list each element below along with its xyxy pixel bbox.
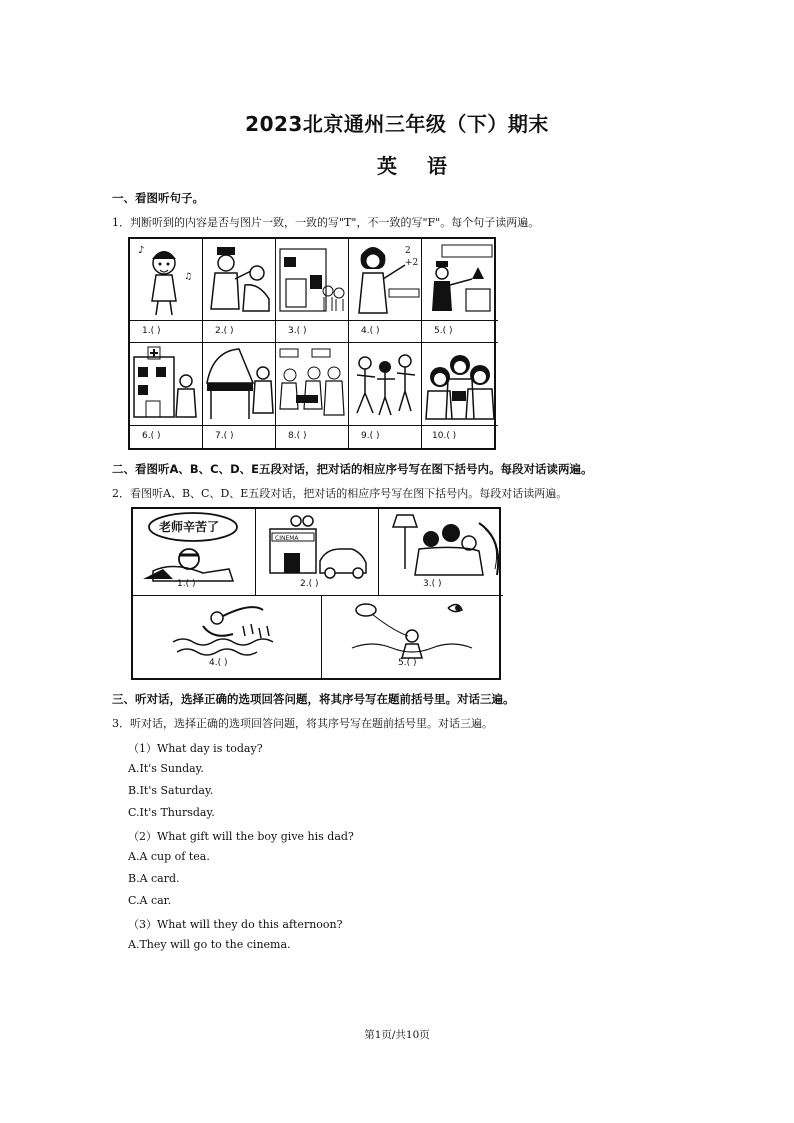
question-3-2: （2）What gift will the boy give his dad? <box>128 830 354 843</box>
page-number: 第1页/共10页 <box>364 1029 430 1041</box>
section2-question: 2．看图听A、B、C、D、E五段对话，把对话的相应序号写在图下括号内。每段对话读两遍。 <box>112 487 568 500</box>
svg-text:♪: ♪ <box>138 245 145 256</box>
pic-cell-5 <box>422 239 498 321</box>
label-cell-3 <box>276 321 349 343</box>
label-cell-4 <box>349 321 422 343</box>
svg-text:+2: +2 <box>405 258 419 268</box>
option-3-3-a: A.They will go to the cinema. <box>128 938 291 951</box>
subject-title: 英语 <box>377 154 477 178</box>
svg-text:♫: ♫ <box>184 272 193 282</box>
label-cell-9 <box>349 426 422 448</box>
picture-grid-2 <box>131 507 501 680</box>
pic2-cell-3 <box>379 509 503 596</box>
answer-label-5: 5.( ) <box>434 326 453 336</box>
section3-heading: 三、听对话，选择正确的选项回答问题，将其序号写在题前括号里。对话三遍。 <box>112 692 515 706</box>
pic-cell-9 <box>349 343 422 426</box>
answer2-label-1: 1.( ) <box>177 579 196 589</box>
section3-question: 3．听对话，选择正确的选项回答问题，将其序号写在题前括号里。对话三遍。 <box>112 717 493 730</box>
label-cell-1 <box>130 321 203 343</box>
option-3-2-c: C.A car. <box>128 894 172 907</box>
answer2-label-3: 3.( ) <box>423 579 442 589</box>
answer-label-8: 8.( ) <box>288 431 307 441</box>
pic-cell-7 <box>203 343 276 426</box>
option-3-1-c: C.It's Thursday. <box>128 806 215 819</box>
answer-label-7: 7.( ) <box>215 431 234 441</box>
magician-picture <box>422 239 498 321</box>
section2-heading: 二、看图听A、B、C、D、E五段对话，把对话的相应序号写在图下括号内。每段对话读两遍。 <box>112 462 593 476</box>
label-cell-5 <box>422 321 498 343</box>
section1-question: 1．判断听到的内容是否与图片一致，一致的写"T"，不一致的写"F"。每个句子读两遍。 <box>112 216 540 229</box>
option-3-2-a: A.A cup of tea. <box>128 850 210 863</box>
question-3-3: （3）What will they do this afternoon? <box>128 918 343 931</box>
question-3-1: （1）What day is today? <box>128 742 263 755</box>
answer-label-1: 1.( ) <box>142 326 161 336</box>
pic-cell-4 <box>349 239 422 321</box>
label-cell-2 <box>203 321 276 343</box>
answer-label-6: 6.( ) <box>142 431 161 441</box>
speech-bubble-text: 老师辛苦了 <box>159 520 220 534</box>
teacher-math-picture <box>349 239 422 321</box>
doctor-patient-picture <box>203 239 276 321</box>
pic2-cell-5 <box>322 596 503 678</box>
pic-cell-8 <box>276 343 349 426</box>
answer-label-3: 3.( ) <box>288 326 307 336</box>
answer-label-2: 2.( ) <box>215 326 234 336</box>
pic2-cell-4 <box>133 596 322 678</box>
pic-cell-3 <box>276 239 349 321</box>
family-picture <box>422 343 498 426</box>
pic-cell-6 <box>130 343 203 426</box>
children-playing-picture <box>349 343 422 426</box>
answer-label-9: 9.( ) <box>361 431 380 441</box>
cinema-sign-text: CINEMA <box>275 535 299 542</box>
label-cell-7 <box>203 426 276 448</box>
option-3-2-b: B.A card. <box>128 872 180 885</box>
party-picture <box>276 343 349 426</box>
pic2-cell-1 <box>133 509 256 596</box>
svg-text:2: 2 <box>405 246 411 256</box>
hospital-nurse-picture <box>130 343 203 426</box>
picture-grid-1 <box>128 237 496 450</box>
girl-singing-picture <box>130 239 203 321</box>
piano-picture <box>203 343 276 426</box>
option-3-1-b: B.It's Saturday. <box>128 784 214 797</box>
page-title: 2023北京通州三年级（下）期末 <box>245 112 549 136</box>
pic2-cell-2 <box>256 509 379 596</box>
swimming-picture <box>133 596 322 678</box>
pic-cell-10 <box>422 343 498 426</box>
label-cell-6 <box>130 426 203 448</box>
answer-label-10: 10.( ) <box>432 431 457 441</box>
option-3-1-a: A.It's Sunday. <box>128 762 204 775</box>
answer2-label-4: 4.( ) <box>209 658 228 668</box>
label-cell-8 <box>276 426 349 448</box>
section1-heading: 一、看图听句子。 <box>112 191 204 205</box>
answer-label-4: 4.( ) <box>361 326 380 336</box>
answer2-label-2: 2.( ) <box>300 579 319 589</box>
room-kids-picture <box>276 239 349 321</box>
pic-cell-1 <box>130 239 203 321</box>
answer2-label-5: 5.( ) <box>398 658 417 668</box>
label-cell-10 <box>422 426 498 448</box>
pic-cell-2 <box>203 239 276 321</box>
